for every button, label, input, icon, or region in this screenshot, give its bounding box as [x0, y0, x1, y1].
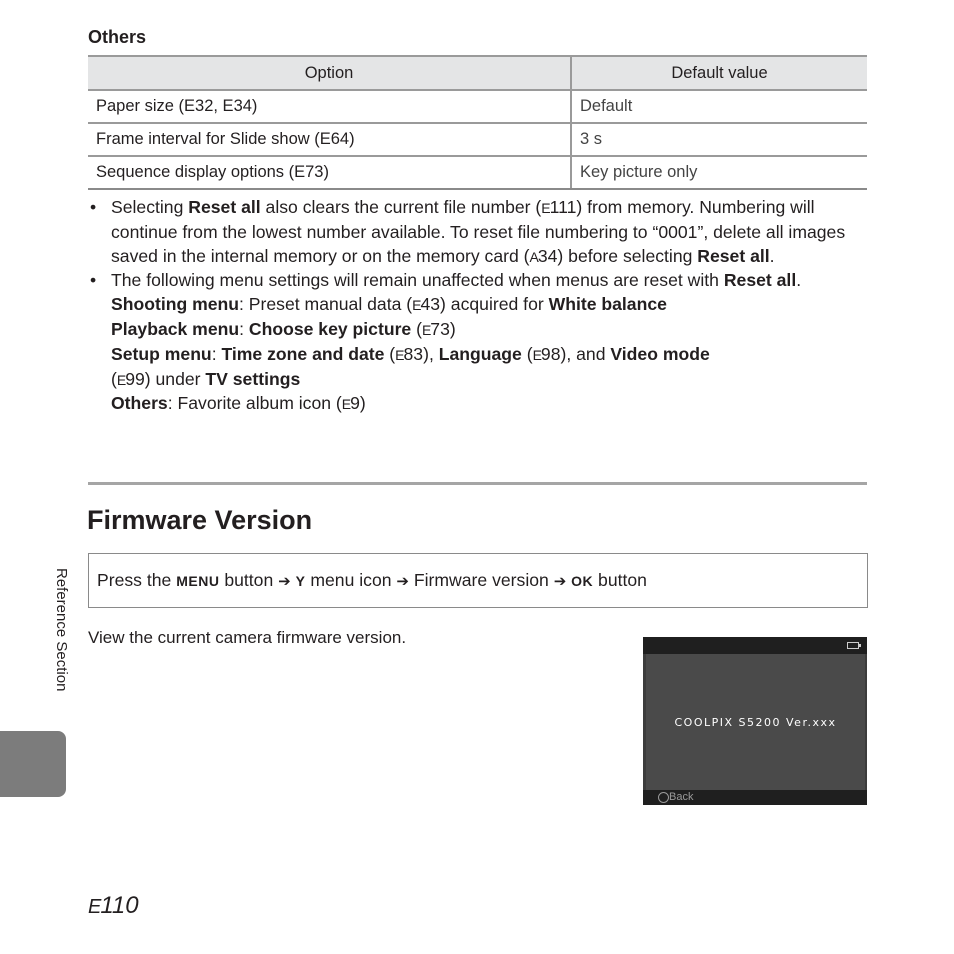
table-header-row [88, 56, 867, 90]
note-text: : Favorite album icon ( [167, 393, 342, 414]
reference-icon: E [532, 346, 541, 363]
column-header-option: Option [88, 56, 571, 90]
table-row [88, 90, 867, 123]
option-cell: Sequence display options (E73) [88, 156, 571, 189]
note-text: . [769, 245, 775, 266]
section-divider [88, 482, 867, 485]
shooting-menu-term: Shooting menu [111, 294, 240, 315]
default-value-cell: Key picture only [571, 156, 867, 189]
wrench-icon: Y [295, 572, 306, 589]
procedure-text: Press the [97, 570, 177, 590]
tv-settings-term: TV settings [205, 368, 301, 389]
arrow-right-icon: ➔ [396, 572, 409, 590]
note-text: ( [521, 343, 533, 364]
reset-all-term: Reset all [723, 270, 797, 291]
note-text: : Preset manual data ( [239, 294, 413, 315]
note-text: 34) before selecting [537, 245, 698, 266]
notes-list [88, 196, 878, 417]
note-text: 99) under [125, 368, 206, 389]
default-value-cell: Default [571, 90, 867, 123]
language-term: Language [438, 343, 522, 364]
page-number [88, 892, 139, 920]
note-text: ( [411, 318, 422, 339]
procedure-text: Firmware version [409, 570, 554, 590]
playback-menu-term: Playback menu [111, 318, 240, 339]
side-tab [0, 731, 66, 797]
page-reference-icon: A [529, 248, 538, 265]
arrow-right-icon: ➔ [553, 572, 567, 590]
note-text: 9) [350, 393, 366, 414]
video-mode-term: Video mode [610, 343, 710, 364]
option-cell: Frame interval for Slide show (E64) [88, 123, 571, 156]
note-unaffected-settings [88, 269, 878, 417]
arrow-right-icon: ➔ [278, 572, 291, 590]
menu-button-icon: MENU [176, 572, 220, 589]
reset-all-term: Reset all [188, 197, 261, 217]
bullet: • [90, 270, 97, 291]
reset-all-term: Reset all [697, 245, 770, 266]
side-section-label: Reference Section [53, 568, 70, 692]
section-title: Firmware Version [87, 505, 313, 535]
time-zone-term: Time zone and date [221, 343, 385, 364]
reference-icon: E [116, 371, 126, 388]
white-balance-term: White balance [548, 294, 667, 315]
note-text: : [211, 343, 222, 364]
note-text: 111) from memory. Numbering will continue from the lowest number available. To reset file numbering to “0001”, delete all images saved in the internal memory or on the memory card ( [111, 197, 846, 266]
firmware-description: View the current camera firmware version. [88, 628, 407, 647]
note-text: ( [111, 368, 117, 389]
defaults-table [88, 55, 867, 190]
reference-icon: E [341, 396, 351, 413]
reference-icon: E [421, 321, 431, 338]
table-row [88, 156, 867, 189]
ok-button-icon: OK [571, 572, 594, 589]
page-number-value: 110 [100, 892, 139, 919]
note-text: 43) acquired for [420, 294, 549, 315]
firmware-version-text: COOLPIX S5200 Ver.xxx [674, 716, 837, 729]
battery-icon [847, 642, 859, 649]
procedure-text: menu icon [305, 570, 397, 590]
bullet: • [90, 197, 97, 217]
procedure-text: button [219, 570, 279, 590]
note-text: : [239, 318, 249, 339]
note-text: . [796, 270, 802, 291]
back-icon [658, 792, 669, 803]
note-text: ( [384, 343, 396, 364]
back-label: Back [669, 791, 694, 803]
section-icon: E [88, 896, 101, 918]
others-heading: Others [88, 27, 147, 47]
note-text: also clears the current file number ( [260, 197, 542, 217]
screen-top-bar [643, 637, 867, 654]
procedure-text: button [593, 570, 647, 590]
screen-content [646, 654, 865, 790]
option-cell: Paper size (E32, E34) [88, 90, 571, 123]
reference-icon: E [395, 346, 404, 363]
note-reset-file-number [88, 196, 878, 269]
screen-bottom-bar [643, 790, 867, 805]
procedure-box [88, 553, 868, 608]
note-text: The following menu settings will remain unaffected when menus are reset with [111, 270, 724, 291]
note-text: 83), [403, 343, 439, 364]
others-term: Others [111, 393, 168, 414]
note-text: 98), and [540, 343, 611, 364]
note-text: Selecting [111, 197, 189, 217]
camera-screen [643, 637, 867, 805]
table-row [88, 123, 867, 156]
note-text: 73) [430, 318, 456, 339]
choose-key-picture-term: Choose key picture [248, 318, 412, 339]
setup-menu-term: Setup menu [111, 343, 212, 364]
default-value-cell: 3 s [571, 123, 867, 156]
column-header-default-value: Default value [571, 56, 867, 90]
reference-icon: E [412, 297, 421, 314]
reference-icon: E [541, 200, 550, 216]
